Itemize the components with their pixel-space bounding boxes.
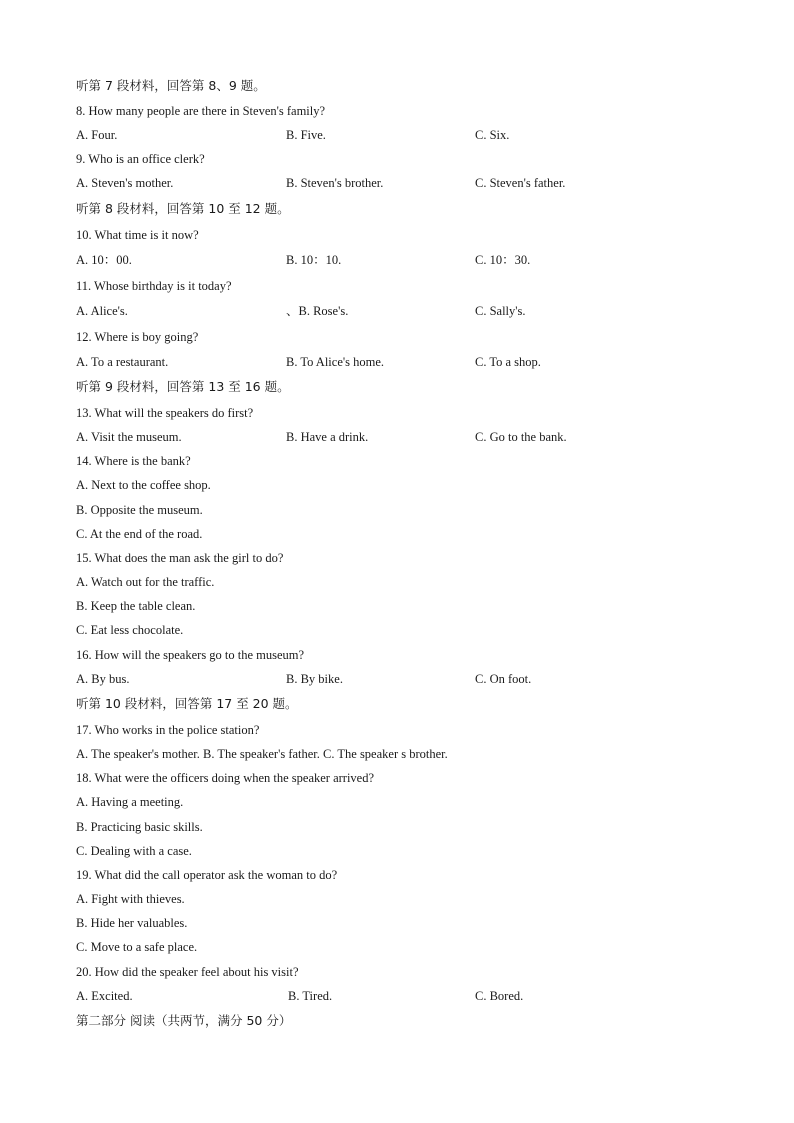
question-10-option-a: A. 10：00. (76, 253, 132, 267)
question-16-stem: 16. How will the speakers go to the museum? (76, 648, 305, 662)
question-11-stem: 11. Whose birthday is it today? (76, 279, 232, 293)
question-13-option-a: A. Visit the museum. (76, 430, 182, 444)
question-20-option-b: B. Tired. (288, 989, 333, 1003)
question-9-option-c: C. Steven's father. (475, 176, 566, 190)
question-20-stem: 20. How did the speaker feel about his visit? (76, 965, 299, 979)
question-16-option-a: A. By bus. (76, 672, 130, 686)
question-15-stem: 15. What does the man ask the girl to do? (76, 551, 284, 565)
question-14-option-a: A. Next to the coffee shop. (76, 478, 211, 492)
question-8-option-c: C. Six. (475, 128, 510, 142)
question-19-option-a: A. Fight with thieves. (76, 892, 185, 906)
question-8-option-a: A. Four. (76, 128, 118, 142)
question-17-options: A. The speaker's mother. B. The speaker's father. C. The speaker s brother. (76, 747, 448, 761)
question-14-option-b: B. Opposite the museum. (76, 503, 203, 517)
question-11-option-a: A. Alice's. (76, 304, 128, 318)
question-18-option-a: A. Having a meeting. (76, 795, 184, 809)
question-12-option-a: A. To a restaurant. (76, 355, 169, 369)
question-11-option-c: C. Sally's. (475, 304, 526, 318)
question-20-option-c: C. Bored. (475, 989, 524, 1003)
question-12-option-c: C. To a shop. (475, 355, 541, 369)
question-17-stem: 17. Who works in the police station? (76, 723, 260, 737)
section-8-heading: 听第 8 段材料，回答第 10 至 12 题。 (76, 201, 290, 216)
question-8-stem: 8. How many people are there in Steven's family? (76, 104, 326, 118)
question-18-option-c: C. Dealing with a case. (76, 844, 192, 858)
section-7-heading: 听第 7 段材料，回答第 8、9 题。 (76, 78, 266, 93)
question-10-option-c: C. 10：30. (475, 253, 531, 267)
question-19-stem: 19. What did the call operator ask the woman to do? (76, 868, 338, 882)
question-8-option-b: B. Five. (286, 128, 326, 142)
question-14-option-c: C. At the end of the road. (76, 527, 203, 541)
question-9-option-b: B. Steven's brother. (286, 176, 384, 190)
question-10-stem: 10. What time is it now? (76, 228, 199, 242)
question-13-option-b: B. Have a drink. (286, 430, 369, 444)
section-9-heading: 听第 9 段材料，回答第 13 至 16 题。 (76, 379, 290, 394)
question-13-option-c: C. Go to the bank. (475, 430, 567, 444)
question-11-option-b: 、B. Rose's. (286, 304, 349, 318)
question-20-option-a: A. Excited. (76, 989, 133, 1003)
question-18-option-b: B. Practicing basic skills. (76, 820, 203, 834)
question-10-option-b: B. 10：10. (286, 253, 342, 267)
part-2-heading: 第二部分 阅读（共两节，满分 50 分） (76, 1013, 292, 1028)
question-12-option-b: B. To Alice's home. (286, 355, 385, 369)
question-18-stem: 18. What were the officers doing when the speaker arrived? (76, 771, 375, 785)
question-16-option-b: B. By bike. (286, 672, 343, 686)
question-19-option-b: B. Hide her valuables. (76, 916, 188, 930)
section-10-heading: 听第 10 段材料，回答第 17 至 20 题。 (76, 696, 298, 711)
question-9-stem: 9. Who is an office clerk? (76, 152, 205, 166)
question-13-stem: 13. What will the speakers do first? (76, 406, 254, 420)
question-14-stem: 14. Where is the bank? (76, 454, 191, 468)
question-12-stem: 12. Where is boy going? (76, 330, 199, 344)
question-19-option-c: C. Move to a safe place. (76, 940, 198, 954)
question-16-option-c: C. On foot. (475, 672, 532, 686)
question-15-option-c: C. Eat less chocolate. (76, 623, 184, 637)
question-9-option-a: A. Steven's mother. (76, 176, 174, 190)
question-15-option-a: A. Watch out for the traffic. (76, 575, 215, 589)
question-15-option-b: B. Keep the table clean. (76, 599, 196, 613)
